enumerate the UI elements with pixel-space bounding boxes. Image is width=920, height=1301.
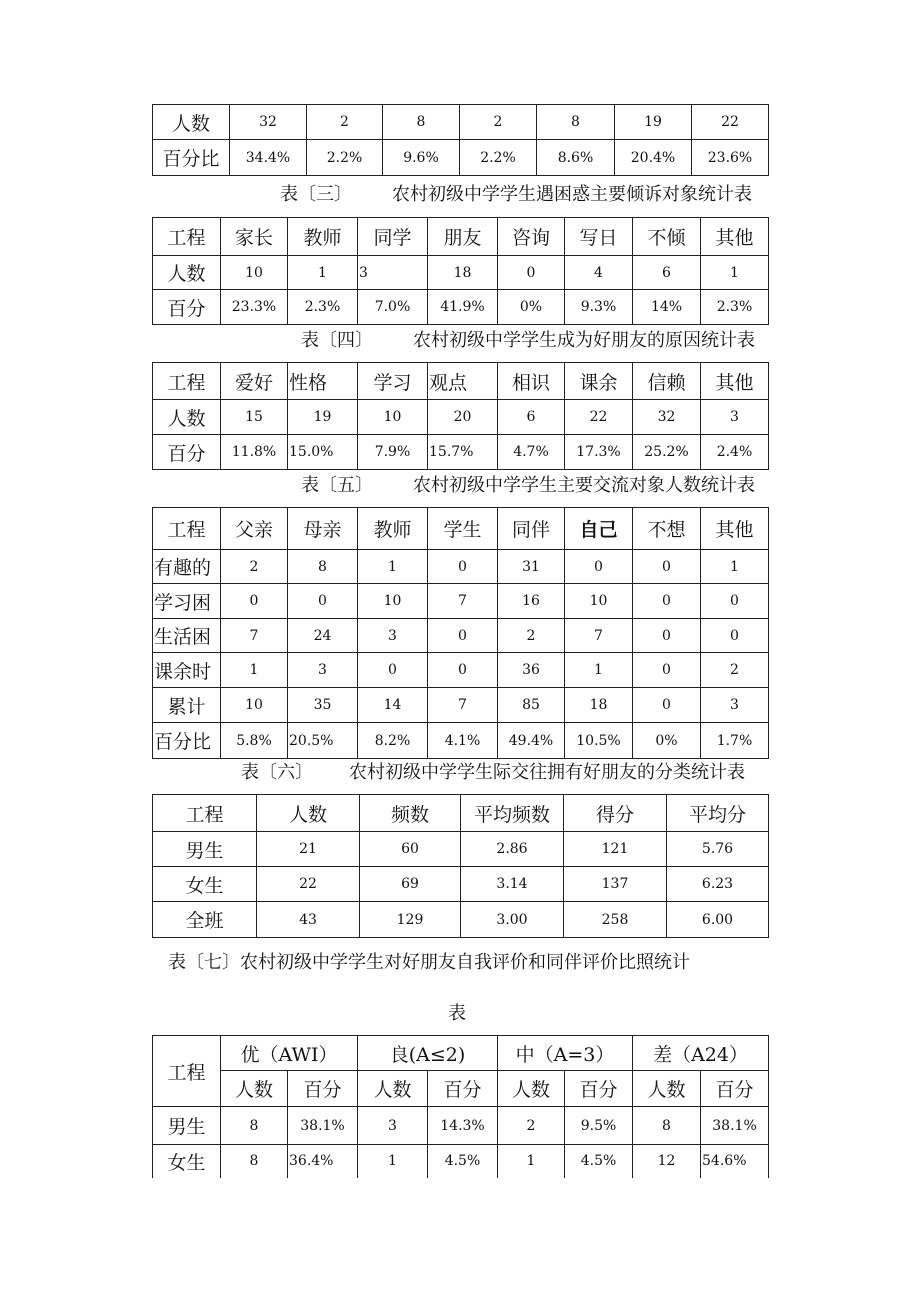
cell: 8 (537, 105, 615, 140)
cell: 8 (383, 105, 460, 140)
row-label: 男生 (153, 1107, 221, 1145)
cell: 43 (257, 902, 360, 938)
cell: 2.86 (461, 832, 564, 867)
row-label: 有趣的 (153, 550, 221, 584)
cell: 85 (498, 688, 565, 723)
row-label: 百分比 (153, 723, 221, 759)
table-4 (152, 362, 769, 470)
header-cell: 咨询 (498, 218, 565, 256)
table-4-caption (301, 326, 755, 352)
cell: 1 (565, 653, 633, 688)
cell: 6 (633, 256, 701, 290)
cell: 69 (360, 867, 461, 902)
cell: 0 (633, 584, 701, 619)
table-3 (152, 217, 769, 325)
cell: 38.1% (701, 1107, 769, 1145)
cell: 7.0% (358, 290, 428, 325)
cell: 10 (358, 400, 428, 435)
table-6-caption (241, 758, 745, 784)
cell: 23.3% (221, 290, 288, 325)
cell: 0 (701, 619, 769, 653)
cell: 4.7% (498, 435, 565, 470)
cell: 1 (498, 1145, 565, 1178)
sub-header: 百分 (565, 1071, 633, 1107)
cell: 7 (428, 584, 498, 619)
group-header: 差（A24） (633, 1036, 769, 1071)
header-cell: 工程 (153, 795, 257, 832)
sub-header: 人数 (633, 1071, 701, 1107)
cell: 5.8% (221, 723, 288, 759)
table-7 (152, 1035, 769, 1178)
cell: 6.23 (667, 867, 769, 902)
cell: 21 (257, 832, 360, 867)
caption-title: 农村初级中学学生成为好朋友的原因统计表 (413, 330, 755, 351)
cell: 60 (360, 832, 461, 867)
cell: 0 (633, 688, 701, 723)
caption-label: 表〔五〕 (301, 475, 373, 496)
header-cell: 工程 (153, 363, 221, 400)
cell: 0 (565, 550, 633, 584)
cell: 18 (565, 688, 633, 723)
header-cell: 同学 (358, 218, 428, 256)
cell: 22 (692, 105, 769, 140)
cell: 7 (221, 619, 288, 653)
row-label: 生活困 (153, 619, 221, 653)
header-cell: 朋友 (428, 218, 498, 256)
cell: 0 (701, 584, 769, 619)
header-cell: 相识 (498, 363, 565, 400)
cell: 5.76 (667, 832, 769, 867)
cell: 35 (288, 688, 358, 723)
cell: 0 (428, 619, 498, 653)
header-cell: 教师 (358, 508, 428, 550)
cell: 0 (633, 550, 701, 584)
row-label: 百分比 (153, 140, 230, 176)
cell: 36 (498, 653, 565, 688)
cell: 36.4% (288, 1145, 358, 1178)
cell: 14% (633, 290, 701, 325)
cell: 0 (633, 619, 701, 653)
cell: 6.00 (667, 902, 769, 938)
group-header: 良(A≤2) (358, 1036, 498, 1071)
table-6 (152, 794, 769, 938)
cell: 8 (221, 1107, 288, 1145)
cell: 18 (428, 256, 498, 290)
cell: 2.2% (307, 140, 383, 176)
cell: 2 (460, 105, 537, 140)
cell: 8.2% (358, 723, 428, 759)
header-cell: 其他 (701, 218, 769, 256)
cell: 3 (358, 1107, 428, 1145)
cell: 9.3% (565, 290, 633, 325)
cell: 0 (288, 584, 358, 619)
header-cell: 学习 (358, 363, 428, 400)
header-cell: 不倾 (633, 218, 701, 256)
corner-header: 工程 (153, 1036, 221, 1107)
cell: 4 (565, 256, 633, 290)
cell: 0% (498, 290, 565, 325)
cell: 0 (221, 584, 288, 619)
cell: 32 (230, 105, 307, 140)
cell: 10.5% (565, 723, 633, 759)
cell: 54.6% (701, 1145, 769, 1178)
header-cell: 信赖 (633, 363, 701, 400)
cell: 20.5% (288, 723, 358, 759)
cell: 15.0% (288, 435, 358, 470)
table-2-tail (152, 104, 769, 176)
cell: 4.1% (428, 723, 498, 759)
sub-header: 人数 (221, 1071, 288, 1107)
header-cell: 学生 (428, 508, 498, 550)
cell: 2.4% (701, 435, 769, 470)
cell: 12 (633, 1145, 701, 1178)
row-label: 百分 (153, 435, 221, 470)
group-header: 优（AWI） (221, 1036, 358, 1071)
cell: 8 (221, 1145, 288, 1178)
cell: 19 (288, 400, 358, 435)
cell: 2.2% (460, 140, 537, 176)
cell: 10 (221, 256, 288, 290)
header-cell: 得分 (564, 795, 667, 832)
cell: 22 (257, 867, 360, 902)
cell: 1 (221, 653, 288, 688)
cell: 6 (498, 400, 565, 435)
header-cell: 平均分 (667, 795, 769, 832)
cell: 4.5% (428, 1145, 498, 1178)
cell: 1.7% (701, 723, 769, 759)
row-label: 人数 (153, 400, 221, 435)
cell: 137 (564, 867, 667, 902)
cell: 23.6% (692, 140, 769, 176)
header-cell: 工程 (153, 218, 221, 256)
cell: 1 (288, 256, 358, 290)
table-5-caption (301, 471, 755, 497)
cell: 2 (221, 550, 288, 584)
cell: 258 (564, 902, 667, 938)
caption-title: 农村初级中学学生遇困惑主要倾诉对象统计表 (392, 184, 752, 205)
row-label: 学习困 (153, 584, 221, 619)
cell: 20 (428, 400, 498, 435)
cell: 1 (358, 1145, 428, 1178)
cell: 3 (701, 688, 769, 723)
cell: 1 (701, 550, 769, 584)
cell: 3 (358, 256, 428, 290)
cell: 41.9% (428, 290, 498, 325)
cell: 11.8% (221, 435, 288, 470)
cell: 49.4% (498, 723, 565, 759)
caption-title: 农村初级中学学生主要交流对象人数统计表 (413, 475, 755, 496)
cell: 1 (358, 550, 428, 584)
cell: 17.3% (565, 435, 633, 470)
row-label: 百分 (153, 290, 221, 325)
row-label: 女生 (153, 867, 257, 902)
header-cell: 其他 (701, 508, 769, 550)
cell: 9.5% (565, 1107, 633, 1145)
header-cell: 父亲 (221, 508, 288, 550)
header-cell: 人数 (257, 795, 360, 832)
header-cell: 教师 (288, 218, 358, 256)
row-label: 人数 (153, 105, 230, 140)
sub-header: 百分 (288, 1071, 358, 1107)
caption-label: 表〔四〕 (301, 330, 373, 351)
cell: 34.4% (230, 140, 307, 176)
cell: 15 (221, 400, 288, 435)
cell: 32 (633, 400, 701, 435)
cell: 22 (565, 400, 633, 435)
cell: 10 (565, 584, 633, 619)
sub-header: 百分 (701, 1071, 769, 1107)
header-cell: 工程 (153, 508, 221, 550)
cell: 8.6% (537, 140, 615, 176)
header-cell: 母亲 (288, 508, 358, 550)
cell: 2 (498, 1107, 565, 1145)
cell: 10 (221, 688, 288, 723)
header-cell: 观点 (428, 363, 498, 400)
header-cell: 同伴 (498, 508, 565, 550)
header-cell: 课余 (565, 363, 633, 400)
table-5 (152, 507, 769, 759)
cell: 7 (428, 688, 498, 723)
cell: 14.3% (428, 1107, 498, 1145)
cell: 2.3% (701, 290, 769, 325)
cell: 8 (633, 1107, 701, 1145)
cell: 8 (288, 550, 358, 584)
table-7-caption-line1: 表〔七〕农村初级中学学生对好朋友自我评价和同伴评价比照统计 (168, 952, 690, 973)
cell: 129 (360, 902, 461, 938)
header-cell: 写日 (565, 218, 633, 256)
cell: 7.9% (358, 435, 428, 470)
sub-header: 人数 (498, 1071, 565, 1107)
row-label: 男生 (153, 832, 257, 867)
header-cell: 家长 (221, 218, 288, 256)
cell: 0 (633, 653, 701, 688)
cell: 14 (358, 688, 428, 723)
caption-label: 表〔六〕 (241, 762, 313, 783)
cell: 0 (498, 256, 565, 290)
row-label: 女生 (153, 1145, 221, 1178)
caption-label: 表〔三〕 (280, 184, 352, 205)
cell: 2 (701, 653, 769, 688)
header-cell: 频数 (360, 795, 461, 832)
row-label: 课余时 (153, 653, 221, 688)
cell: 3 (358, 619, 428, 653)
cell: 7 (565, 619, 633, 653)
cell: 9.6% (383, 140, 460, 176)
cell: 10 (358, 584, 428, 619)
table-3-caption (280, 180, 752, 206)
cell: 20.4% (615, 140, 692, 176)
cell: 3.00 (461, 902, 564, 938)
cell: 4.5% (565, 1145, 633, 1178)
header-cell: 平均频数 (461, 795, 564, 832)
cell: 15.7% (428, 435, 498, 470)
header-cell: 爱好 (221, 363, 288, 400)
cell: 2.3% (288, 290, 358, 325)
cell: 25.2% (633, 435, 701, 470)
cell: 31 (498, 550, 565, 584)
cell: 1 (701, 256, 769, 290)
row-label: 全班 (153, 902, 257, 938)
cell: 2 (307, 105, 383, 140)
cell: 19 (615, 105, 692, 140)
header-cell: 自己 (565, 508, 633, 550)
cell: 121 (564, 832, 667, 867)
header-cell: 不想 (633, 508, 701, 550)
cell: 0 (358, 653, 428, 688)
caption-title: 农村初级中学学生际交往拥有好朋友的分类统计表 (349, 762, 745, 783)
cell: 0 (428, 550, 498, 584)
cell: 3 (701, 400, 769, 435)
cell: 16 (498, 584, 565, 619)
row-label: 人数 (153, 256, 221, 290)
sub-header: 百分 (428, 1071, 498, 1107)
cell: 24 (288, 619, 358, 653)
cell: 0% (633, 723, 701, 759)
row-label: 累计 (153, 688, 221, 723)
cell: 3.14 (461, 867, 564, 902)
header-cell: 性格 (288, 363, 358, 400)
cell: 2 (498, 619, 565, 653)
header-cell: 其他 (701, 363, 769, 400)
group-header: 中（A=3） (498, 1036, 633, 1071)
cell: 0 (428, 653, 498, 688)
cell: 3 (288, 653, 358, 688)
sub-header: 人数 (358, 1071, 428, 1107)
cell: 38.1% (288, 1107, 358, 1145)
table-7-caption-line2: 表 (448, 1003, 466, 1024)
